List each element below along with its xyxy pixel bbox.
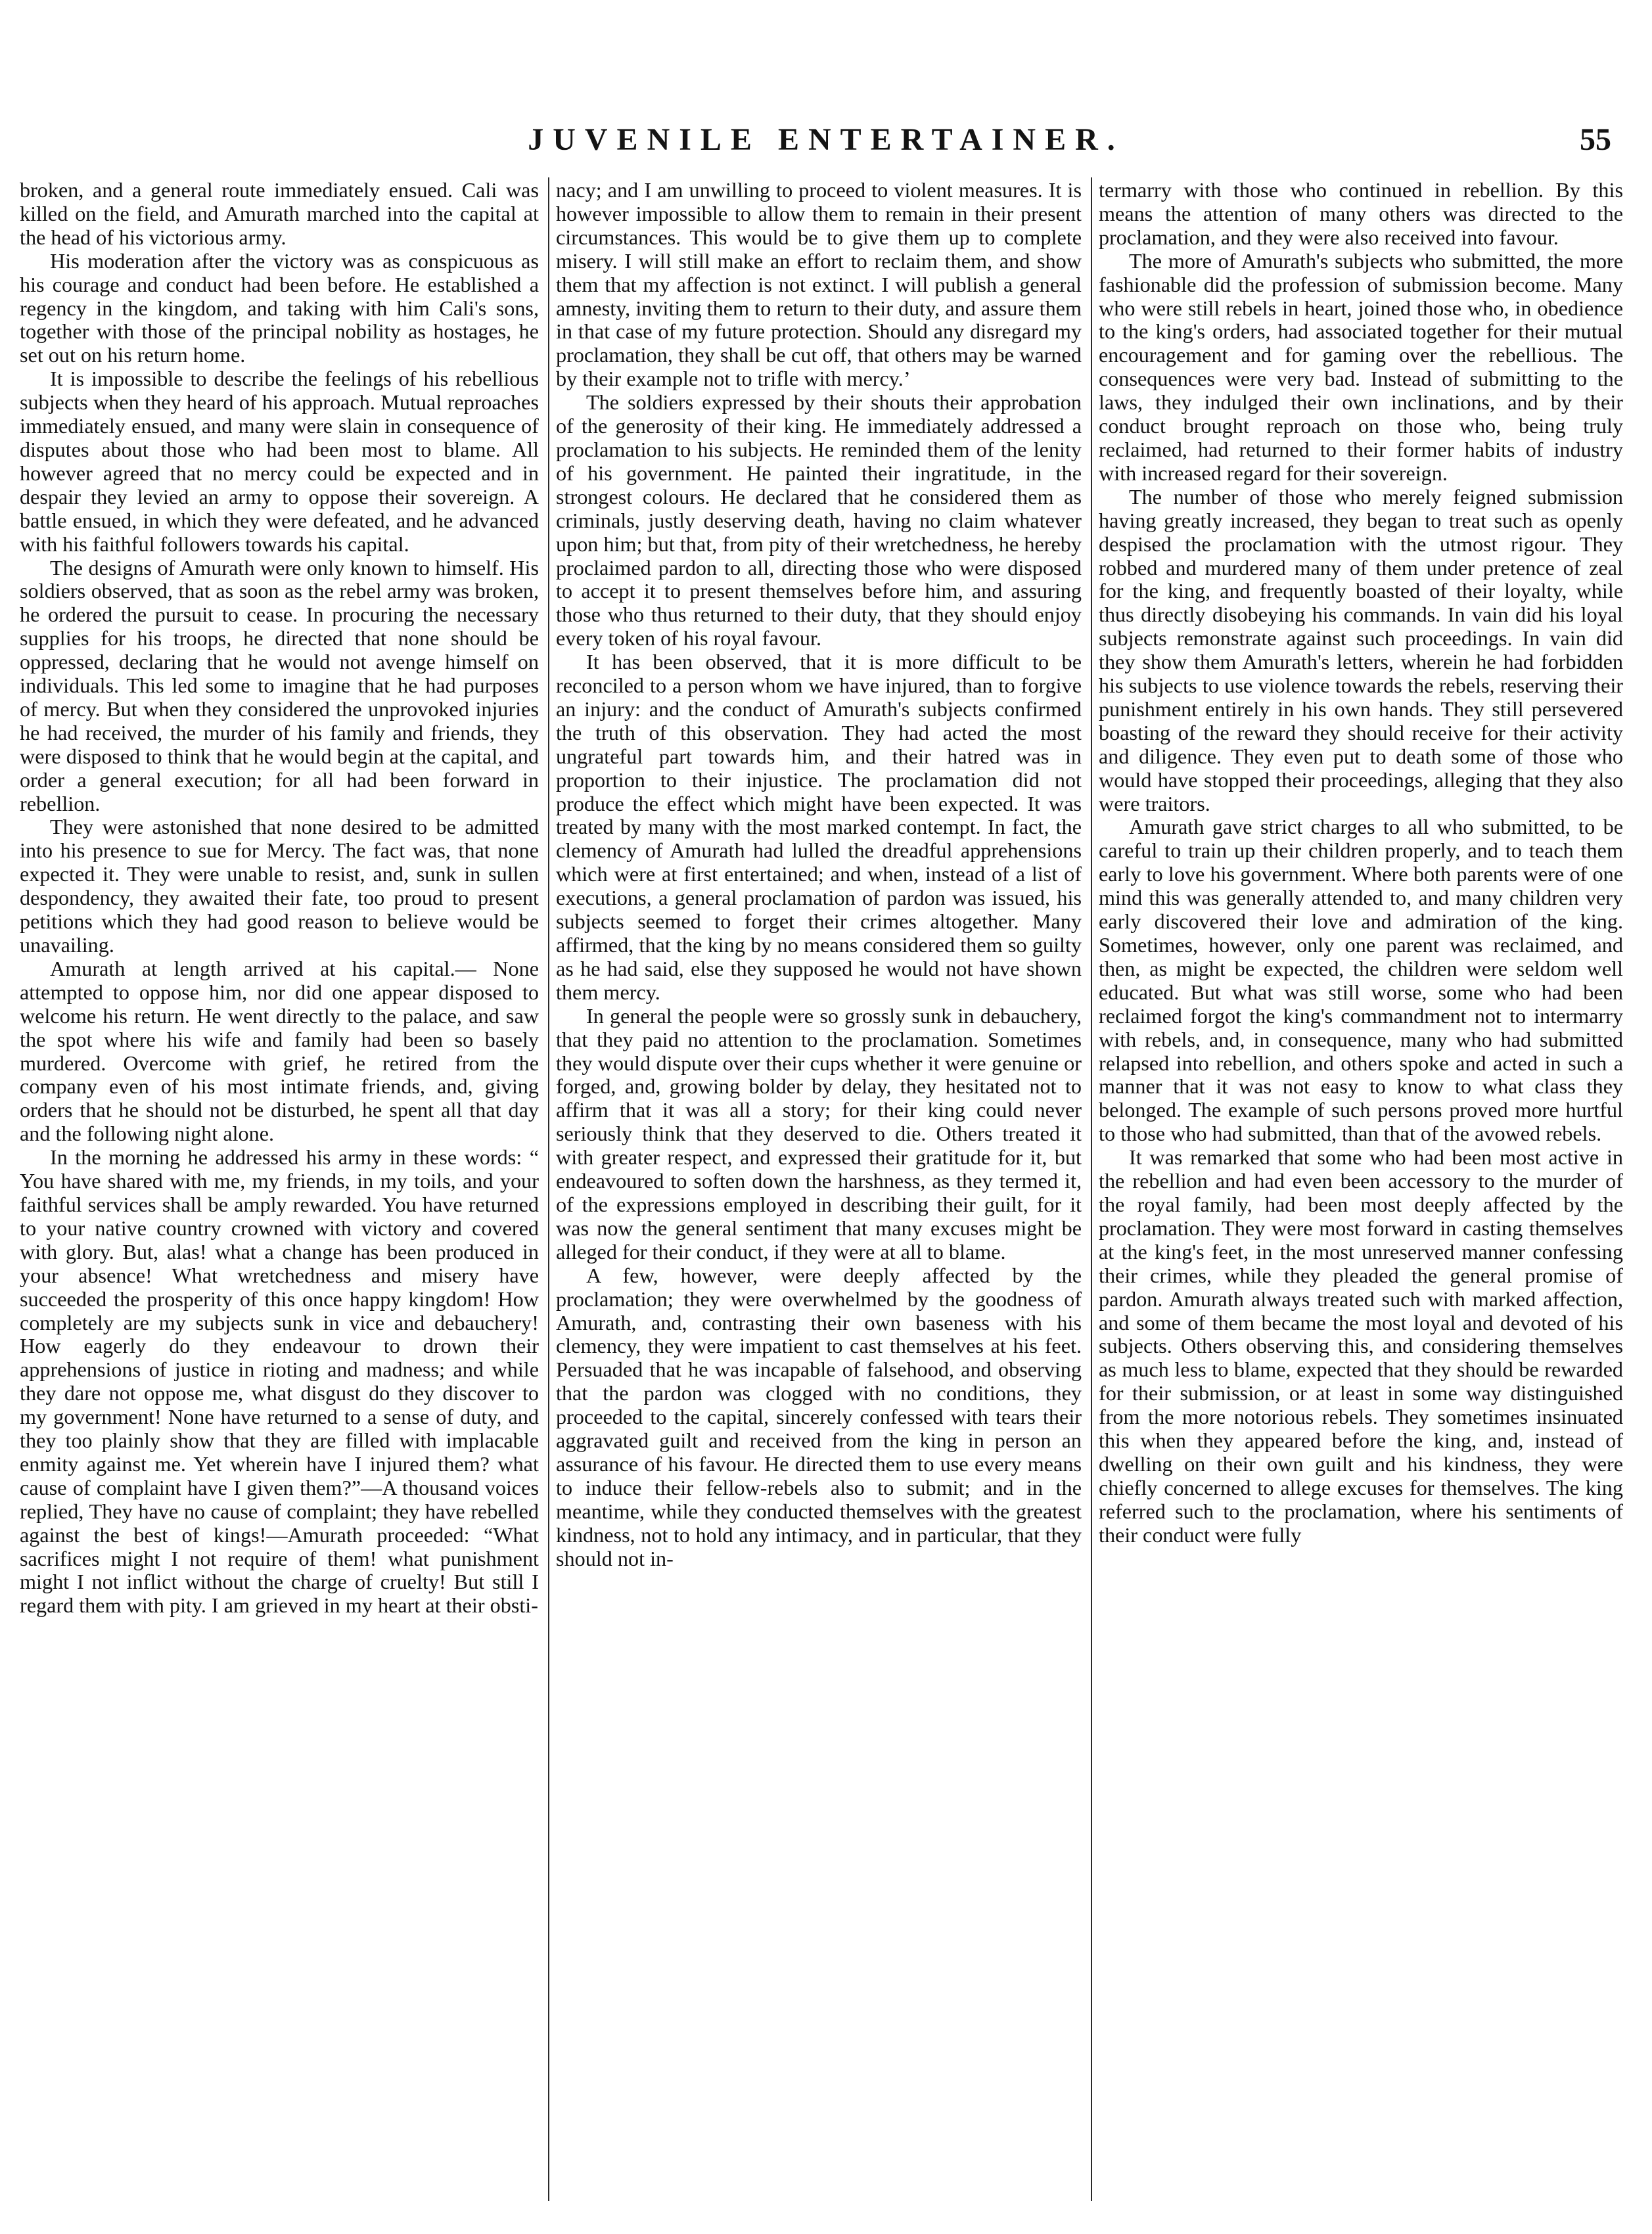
paragraph: It has been observed, that it is more difficult to be reconciled to a person whom we have injured, than to forgive an injury: and the conduct of Amurath's subjects confirmed the truth of this observation. They had acted the most ungrateful part towards him, and their hatred was in proportion to their injustice. The proclamation did not produce the effect which might have been expected. It was treated by many with the most marked contempt. In fact, the clemency of Amurath had lulled the dreadful apprehensions which were at first entertained; and when, instead of a list of executions, a general proclamation of pardon was issued, his subjects seemed to forget their crimes altogether. Many affirmed, that the king by no means considered them so guilty as he had said, else they supposed he would not have shown them mercy. [556,650,1082,1004]
paragraph: They were astonished that none desired to be admitted into his presence to sue for Mercy. The fact was, that none expected it. They were unable to resist, and, sunk in sullen despondency, they awaited their fate, too proud to present petitions which they had good reason to believe would be unavailing. [20,815,539,957]
page-number: 55 [1580,122,1611,157]
paragraph: The soldiers expressed by their shouts their approbation of the generosity of their king. He immediately addressed a proclamation to his subjects. He reminded them of the lenity of his government. He painted their ingratitude, in the strongest colours. He declared that he considered them as criminals, justly deserving death, having no claim whatever upon him; but that, from pity of their wretchedness, he hereby proclaimed pardon to all, directing those who were disposed to accept it to present themselves before him, and assuring those who thus returned to their duty, that they should enjoy every token of his royal favour. [556,390,1082,650]
paragraph: broken, and a general route immediately ensued. Cali was killed on the field, and Amurath marched into the capital at the head of his victorious army. [20,179,539,249]
paragraph: A few, however, were deeply affected by the proclamation; they were overwhelmed by the goodness of Amurath, and, contrasting their own baseness with his clemency, they were impatient to cast themselves at his feet. Persuaded that he was incapable of falsehood, and observing that the pardon was clogged with no conditions, they proceeded to the capital, sincerely confessed with tears their aggravated guilt and received from the king in person an assurance of his favour. He directed them to use every means to induce their fellow-rebels also to submit; and in the meantime, while they conducted themselves with the greatest kindness, not to hold any intimacy, and in particular, that they should not in- [556,1263,1082,1570]
paragraph: The more of Amurath's subjects who submitted, the more fashionable did the profession of submission become. Many who were still rebels in heart, joined those who, in obedience to the king's orders, had associated together for their mutual encouragement and for gaming over the rebellious. The consequences were very bad. Instead of submitting to the laws, they indulged their own inclinations, and by their conduct brought reproach on those who, being truly reclaimed, had returned to their former habits of industry with increased regard for their sovereign. [1099,248,1623,485]
column-divider [548,177,549,2201]
text-column-2 [556,179,1082,2189]
running-head: JUVENILE ENTERTAINER. [528,122,1124,157]
paragraph: nacy; and I am unwilling to proceed to violent measures. It is however impossible to allow them to remain in their present circumstances. This would be to give them up to complete misery. I will still make an effort to reclaim them, and show them that my affection is not extinct. I will publish a general amnesty, inviting them to return to their duty, and assure them in that case of my future protection. Should any disregard my proclamation, they shall be cut off, that others may be warned by their example not to trifle with mercy.’ [556,179,1082,391]
paragraph: In the morning he addressed his army in these words: “ You have shared with me, my friends, in my toils, and your faithful services shall be amply rewarded. You have returned to your native country crowned with victory and covered with glory. But, alas! what a change has been produced in your absence! What wretchedness and misery have succeeded the prosperity of this once happy kingdom! How completely are my subjects sunk in vice and debauchery! How eagerly do they endeavour to drown their apprehensions of justice in rioting and madness; and while they dare not oppose me, what disgust do they discover to my government! None have returned to a sense of duty, and they too plainly show that they are filled with implacable enmity against me. Yet wherein have I injured them? what cause of complaint have I given them?”—A thousand voices replied, They have no cause of complaint; they have rebelled against the best of kings!—Amurath proceeded: “What sacrifices might I not require of them! what punishment might I not inflict without the charge of cruelty! But still I regard them with pity. I am grieved in my heart at their obsti- [20,1145,539,1618]
paragraph: It is impossible to describe the feelings of his rebellious subjects when they heard of his approach. Mutual reproaches immediately ensued, and many were slain in consequence of disputes about those who had been most to blame. All however agreed that no mercy could be expected and in despair they levied an army to oppose their sovereign. A battle ensued, in which they were defeated, and he advanced with his faithful followers towards his capital. [20,367,539,556]
paragraph: The number of those who merely feigned submission having greatly increased, they began to treat such as openly despised the proclamation with the utmost rigour. They robbed and murdered many of them under pretence of zeal for the king, and frequently boasted of their loyalty, while thus directly disobeying his commands. In vain did his loyal subjects remonstrate against such proceedings. In vain did they show them Amurath's letters, wherein he had forbidden his subjects to use violence towards the rebels, reserving their punishment entirely in his own hands. They still persevered boasting of the reward they should receive for their activity and diligence. They even put to death some of those who would have stopped their proceedings, alleging that they also were traitors. [1099,484,1623,815]
paragraph: The designs of Amurath were only known to himself. His soldiers observed, that as soon as the rebel army was broken, he ordered the pursuit to cease. In procuring the necessary supplies for his troops, he directed that none should be oppressed, declaring that he would not avenge himself on individuals. This led some to imagine that he had purposes of mercy. But when they considered the unprovoked injuries he had received, the murder of his family and friends, they were disposed to think that he would begin at the capital, and order a general execution; for all had been forward in rebellion. [20,555,539,815]
column-divider [1091,177,1092,2201]
text-column-3 [1099,179,1623,2189]
paragraph: Amurath gave strict charges to all who submitted, to be careful to train up their children properly, and to teach them early to love his government. Where both parents were of one mind this was generally attended to, and many children very early discovered their love and admiration of the king. Sometimes, however, only one parent was reclaimed, and then, as might be expected, the children were seldom well educated. But what was still worse, some who had been reclaimed forgot the king's commandment not to intermarry with rebels, and, in consequence, many who had submitted relapsed into rebellion, and others spoke and acted in such a manner that it was not easy to know to what class they belonged. The example of such persons proved more hurtful to those who had submitted, than that of the avowed rebels. [1099,815,1623,1146]
text-column-1 [20,179,539,2189]
paragraph: It was remarked that some who had been most active in the rebellion and had even been accessory to the murder of the royal family, had been most deeply affected by the proclamation. They were most forward in casting themselves at the king's feet, in the most unreserved manner confessing their crimes, while they pleaded the general promise of pardon. Amurath always treated such with marked affection, and some of them became the most loyal and devoted of his subjects. Others observing this, and considering themselves as much less to blame, expected that they should be rewarded for their submission, or at least in some way distinguished from the more notorious rebels. They sometimes insinuated this when they appeared before the king, and, instead of dwelling on their own guilt and his kindness, they were chiefly concerned to allege excuses for themselves. The king referred such to the proclamation, where his sentiments of their conduct were fully [1099,1145,1623,1547]
paragraph: In general the people were so grossly sunk in debauchery, that they paid no attention to the proclamation. Sometimes they would dispute over their cups whether it were genuine or forged, and, growing bolder by delay, they hesitated not to affirm that it was all a story; for their king could never seriously think that they deserved to die. Others treated it with greater respect, and expressed their gratitude for it, but endeavoured to soften down the harshness, as they termed it, of the expressions employed in describing their guilt, for it was now the general sentiment that many excuses might be alleged for their conduct, if they were at all to blame. [556,1003,1082,1264]
paragraph: termarry with those who continued in rebellion. By this means the attention of many others was directed to the proclamation, and they were also received into favour. [1099,179,1623,249]
paragraph: Amurath at length arrived at his capital.— None attempted to oppose him, nor did one appear disposed to welcome his return. He went directly to the palace, and saw the spot where his wife and family had been so basely murdered. Overcome with grief, he retired from the company even of his most intimate friends, and, giving orders that he should not be disturbed, he spent all that day and the following night alone. [20,956,539,1146]
page-header [0,122,1652,174]
paragraph: His moderation after the victory was as conspicuous as his courage and conduct had been before. He established a regency in the kingdom, and taking with him Cali's sons, together with those of the principal nobility as hostages, he set out on his return home. [20,248,539,367]
